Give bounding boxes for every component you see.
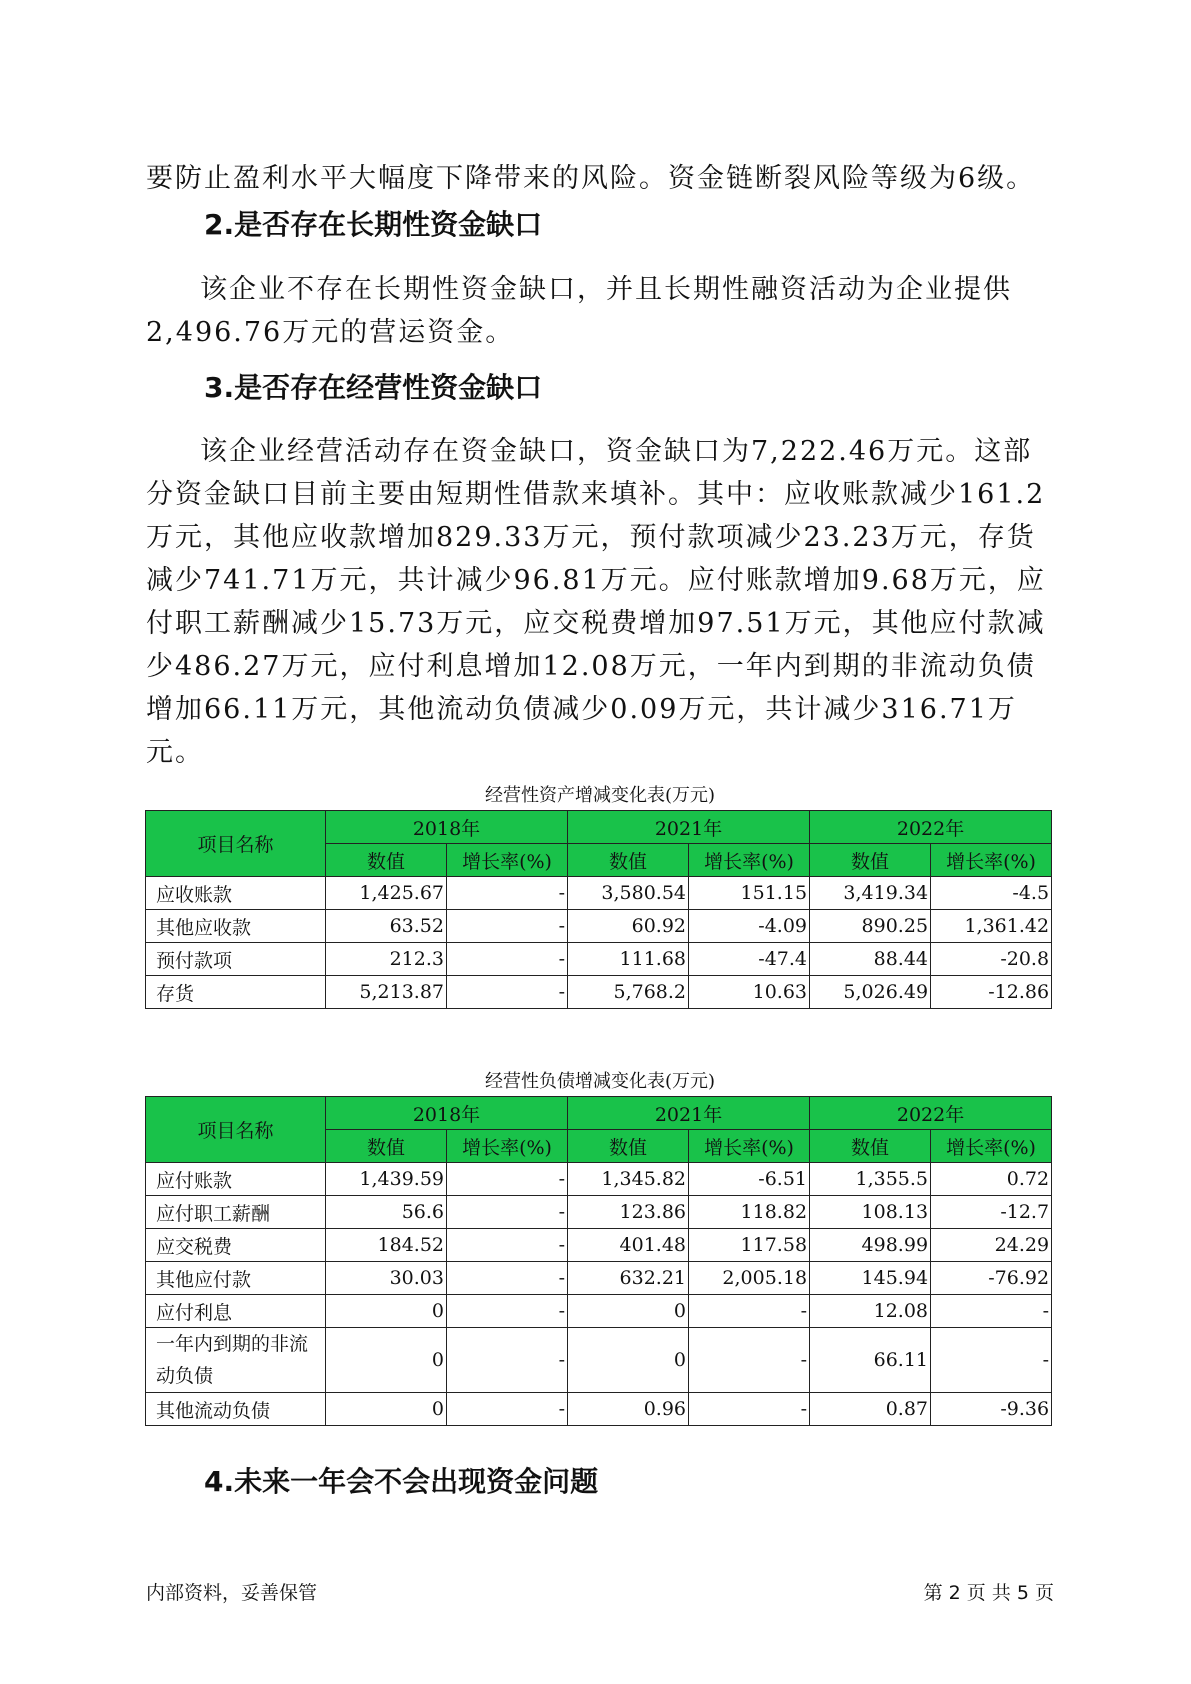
table-row — [146, 910, 1052, 943]
table-cell: 3,419.34 — [810, 877, 931, 910]
header-growth: 增长率(%) — [689, 1130, 810, 1163]
table-row — [146, 1196, 1052, 1229]
table-cell: 0 — [326, 1328, 447, 1393]
table-cell: -12.7 — [931, 1196, 1052, 1229]
header-value: 数值 — [568, 1130, 689, 1163]
table-cell: 890.25 — [810, 910, 931, 943]
table-row — [146, 943, 1052, 976]
header-value: 数值 — [810, 844, 931, 877]
header-item-name: 项目名称 — [146, 811, 326, 877]
table-cell: - — [447, 1196, 568, 1229]
table-cell: - — [689, 1328, 810, 1393]
row-label: 其他流动负债 — [146, 1393, 326, 1426]
table-cell: - — [689, 1393, 810, 1426]
row-label: 应交税费 — [146, 1229, 326, 1262]
table-row — [146, 877, 1052, 910]
liabilities-table — [145, 1096, 1052, 1426]
table-cell: 3,580.54 — [568, 877, 689, 910]
table-row — [146, 1328, 1052, 1393]
row-label: 应付职工薪酬 — [146, 1196, 326, 1229]
header-growth: 增长率(%) — [931, 1130, 1052, 1163]
table-cell: 12.08 — [810, 1295, 931, 1328]
table-cell: 1,425.67 — [326, 877, 447, 910]
table-row — [146, 1229, 1052, 1262]
table-cell: 0 — [568, 1295, 689, 1328]
table-cell: - — [931, 1295, 1052, 1328]
table-row — [146, 1393, 1052, 1426]
table-cell: 401.48 — [568, 1229, 689, 1262]
table-cell: 0 — [326, 1393, 447, 1426]
table-cell: 24.29 — [931, 1229, 1052, 1262]
table-cell: 66.11 — [810, 1328, 931, 1393]
table-cell: 0.72 — [931, 1163, 1052, 1196]
table-row — [146, 976, 1052, 1009]
table-cell: 0 — [326, 1295, 447, 1328]
table-row — [146, 1262, 1052, 1295]
row-label: 一年内到期的非流动负债 — [146, 1328, 326, 1393]
table-cell: -6.51 — [689, 1163, 810, 1196]
row-label: 其他应付款 — [146, 1262, 326, 1295]
row-label: 应付利息 — [146, 1295, 326, 1328]
header-year-2021: 2021年 — [568, 1097, 810, 1130]
row-label: 存货 — [146, 976, 326, 1009]
table-cell: 498.99 — [810, 1229, 931, 1262]
table-row — [146, 1295, 1052, 1328]
table-cell: 1,361.42 — [931, 910, 1052, 943]
table-cell: -4.5 — [931, 877, 1052, 910]
header-value: 数值 — [326, 844, 447, 877]
paragraph-operating-gap: 该企业经营活动存在资金缺口，资金缺口为7,222.46万元。这部分资金缺口目前主要由短期性借款来填补。其中：应收账款减少161.2万元，其他应收款增加829.33万元，预付款项减少23.23万元，存货减少741.71万元，共计减少96.81万元。应付账款增加9.68万元，应付职工薪酬减少15.73万元，应交税费增加97.51万元，其他应付款减少486.27万元，应付利息增加12.08万元，一年内到期的非流动负债增加66.11万元，其他流动负债减少0.09万元，共计减少316.71万元。 — [146, 436, 1046, 768]
heading-next-year-funding: 4.未来一年会不会出现资金问题 — [204, 1465, 599, 1498]
table-cell: 184.52 — [326, 1229, 447, 1262]
table-cell: - — [931, 1328, 1052, 1393]
table-cell: - — [447, 976, 568, 1009]
table-cell: 1,439.59 — [326, 1163, 447, 1196]
table-cell: - — [447, 1393, 568, 1426]
header-year-2018: 2018年 — [326, 1097, 568, 1130]
table-cell: 2,005.18 — [689, 1262, 810, 1295]
table-cell: -76.92 — [931, 1262, 1052, 1295]
row-label: 预付款项 — [146, 943, 326, 976]
table-cell: 151.15 — [689, 877, 810, 910]
table-cell: 212.3 — [326, 943, 447, 976]
assets-table — [145, 810, 1052, 1009]
table-cell: 63.52 — [326, 910, 447, 943]
header-growth: 增长率(%) — [931, 844, 1052, 877]
header-year-2022: 2022年 — [810, 811, 1052, 844]
row-label: 应收账款 — [146, 877, 326, 910]
table-cell: - — [447, 1163, 568, 1196]
table-cell: 118.82 — [689, 1196, 810, 1229]
paragraph-long-term-gap: 该企业不存在长期性资金缺口，并且长期性融资活动为企业提供2,496.76万元的营运资金。 — [146, 274, 1012, 348]
header-growth: 增长率(%) — [689, 844, 810, 877]
table-cell: 10.63 — [689, 976, 810, 1009]
table-cell: -20.8 — [931, 943, 1052, 976]
table-cell: 88.44 — [810, 943, 931, 976]
table-cell: 1,345.82 — [568, 1163, 689, 1196]
header-value: 数值 — [326, 1130, 447, 1163]
table-cell: 111.68 — [568, 943, 689, 976]
header-growth: 增长率(%) — [447, 844, 568, 877]
table-cell: 5,213.87 — [326, 976, 447, 1009]
table-cell: 60.92 — [568, 910, 689, 943]
header-year-2022: 2022年 — [810, 1097, 1052, 1130]
table-cell: 145.94 — [810, 1262, 931, 1295]
row-label: 应付账款 — [146, 1163, 326, 1196]
table-cell: 117.58 — [689, 1229, 810, 1262]
table-cell: - — [447, 1262, 568, 1295]
table-cell: -12.86 — [931, 976, 1052, 1009]
table-cell: 30.03 — [326, 1262, 447, 1295]
table-cell: 123.86 — [568, 1196, 689, 1229]
table-cell: - — [447, 1229, 568, 1262]
table-cell: 0.96 — [568, 1393, 689, 1426]
header-item-name: 项目名称 — [146, 1097, 326, 1163]
liabilities-table-caption: 经营性负债增减变化表(万元) — [484, 1071, 716, 1092]
table-cell: 0.87 — [810, 1393, 931, 1426]
footer-page-number: 第 2 页 共 5 页 — [923, 1582, 1054, 1604]
header-year-2018: 2018年 — [326, 811, 568, 844]
header-value: 数值 — [568, 844, 689, 877]
header-value: 数值 — [810, 1130, 931, 1163]
table-cell: - — [447, 910, 568, 943]
table-cell: - — [447, 877, 568, 910]
paragraph-risk-level: 要防止盈利水平大幅度下降带来的风险。资金链断裂风险等级为6级。 — [146, 163, 1036, 194]
table-cell: -47.4 — [689, 943, 810, 976]
assets-table-caption: 经营性资产增减变化表(万元) — [484, 785, 716, 806]
header-year-2021: 2021年 — [568, 811, 810, 844]
table-cell: 1,355.5 — [810, 1163, 931, 1196]
table-cell: 632.21 — [568, 1262, 689, 1295]
table-cell: - — [447, 943, 568, 976]
footer-confidential-note: 内部资料，妥善保管 — [146, 1582, 318, 1604]
table-cell: - — [447, 1328, 568, 1393]
table-row — [146, 1163, 1052, 1196]
table-cell: -4.09 — [689, 910, 810, 943]
table-cell: 0 — [568, 1328, 689, 1393]
table-cell: 5,768.2 — [568, 976, 689, 1009]
heading-operating-gap: 3.是否存在经营性资金缺口 — [204, 371, 543, 404]
table-cell: 5,026.49 — [810, 976, 931, 1009]
table-cell: - — [447, 1295, 568, 1328]
table-cell: 56.6 — [326, 1196, 447, 1229]
table-cell: -9.36 — [931, 1393, 1052, 1426]
table-cell: - — [689, 1295, 810, 1328]
table-cell: 108.13 — [810, 1196, 931, 1229]
row-label: 其他应收款 — [146, 910, 326, 943]
heading-long-term-gap: 2.是否存在长期性资金缺口 — [204, 208, 543, 241]
header-growth: 增长率(%) — [447, 1130, 568, 1163]
